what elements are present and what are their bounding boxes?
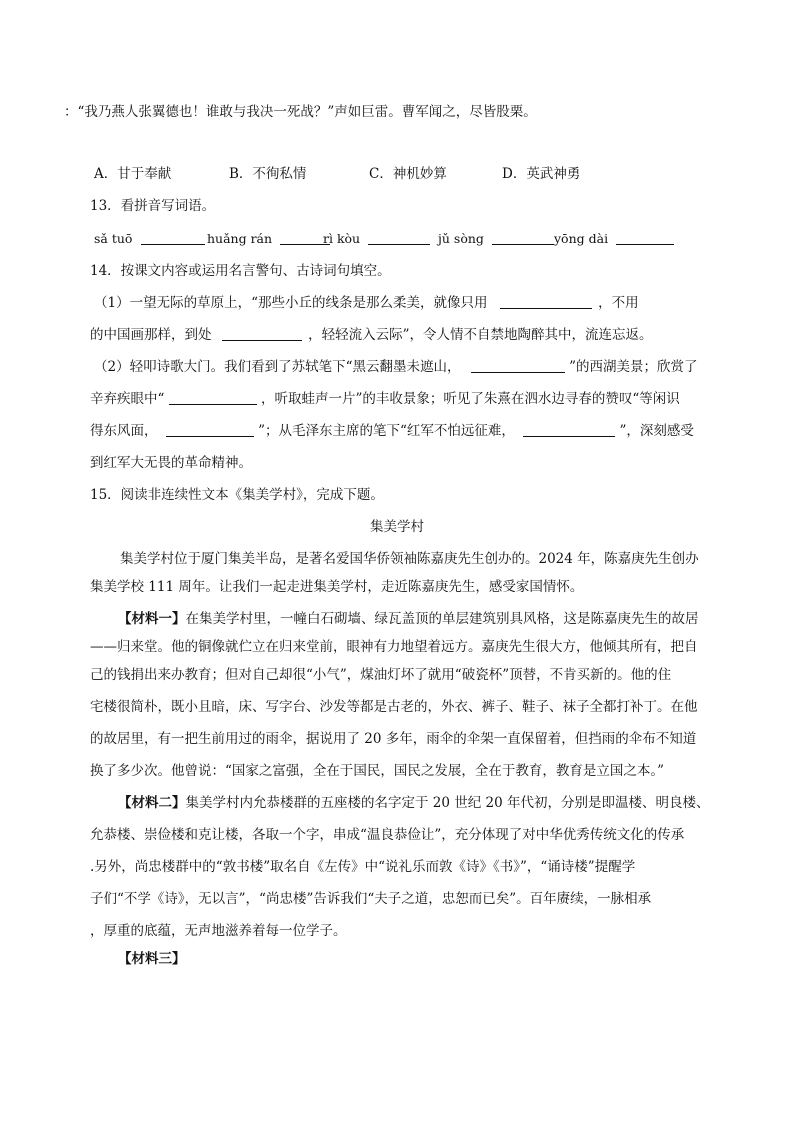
material-1-line-4: 宅楼很简朴，既小且暗，床、写字台、沙发等都是古老的，外衣、裤子、鞋子、袜子全都打补丁。在他 xyxy=(90,699,698,715)
passage-title: 集美学村 xyxy=(370,519,424,535)
material-2-line-1 xyxy=(118,794,710,812)
q14-p2-line2 xyxy=(90,390,680,408)
material-3-label: 【材料三】 xyxy=(118,951,186,967)
q12-option-d[interactable]: D．英武神勇 xyxy=(502,166,581,182)
material-2-line-3: .另外，尚忠楼群中的“敦书楼”取名自《左传》中“说礼乐而敦《诗》《书》”，“诵诗楼”提醒学 xyxy=(90,859,636,875)
answer-blank[interactable] xyxy=(368,230,430,245)
material-1-line-3: 己的钱捐出来办教育；但对自己却很“小气”，煤油灯坏了就用“破瓷杯”顶替，不肯买新的。他的住 xyxy=(90,667,672,683)
answer-blank[interactable] xyxy=(492,230,554,245)
pinyin-4-text: jǔ sòng xyxy=(438,231,484,246)
answer-blank[interactable] xyxy=(616,230,674,245)
q14-p1-line1 xyxy=(94,294,639,312)
material-2-line-4: 子们“不学《诗》，无以言”，“尚忠楼”告诉我们“夫子之道，忠恕而已矣”。百年赓续，一脉相承 xyxy=(90,891,652,907)
answer-blank[interactable] xyxy=(166,422,254,437)
q14-stem: 14．按课文内容或运用名言警句、古诗词句填空。 xyxy=(90,263,391,279)
pinyin-2 xyxy=(207,230,330,248)
pinyin-1 xyxy=(94,230,205,248)
material-1-line-6: 换了多少次。他曾说：“国家之富强，全在于国民，国民之发展，全在于教育，教育是立国之本。” xyxy=(90,763,665,779)
q14-p2-text-g: ”，深刻感受 xyxy=(619,423,694,439)
material-2-line-5: ，厚重的底蕴，无声地滋养着每一位学子。 xyxy=(90,923,347,939)
q12-option-a[interactable]: A．甘于奉献 xyxy=(94,166,172,182)
q14-p2-text-d: ，听取蛙声一片”的丰收景象；听见了朱熹在泗水边寻春的赞叹“等闲识 xyxy=(261,391,680,407)
q12-option-c[interactable]: C．神机妙算 xyxy=(369,166,447,182)
pinyin-2-text: huǎng rán xyxy=(207,231,273,246)
answer-blank[interactable] xyxy=(222,326,302,341)
intro-line-1: 集美学村位于厦门集美半岛，是著名爱国华侨领袖陈嘉庚先生创办的。2024 年，陈嘉庚先生创办 xyxy=(120,551,699,567)
material-2-text: 集美学村内允恭楼群的五座楼的名字定于 20 世纪 20 年代初，分别是即温楼、明良楼、 xyxy=(185,795,710,811)
q14-p2-text-c: 辛弃疾眼中“ xyxy=(90,391,165,407)
q14-p1-line2 xyxy=(90,326,653,344)
q14-p1-text-c: 的中国画那样，到处 xyxy=(90,327,212,343)
answer-blank[interactable] xyxy=(169,390,257,405)
material-1-text: 在集美学村里，一幢白石砌墙、绿瓦盖顶的单层建筑别具风格，这是陈嘉庚先生的故居 xyxy=(185,611,699,627)
q14-p2-line1 xyxy=(94,358,698,376)
q14-p2-text-f: ”；从毛泽东主席的笔下“红军不怕远征难， xyxy=(258,423,515,439)
q14-p1-text-a: （1）一望无际的草原上，“那些小丘的线条是那么柔美，就像只用 xyxy=(94,295,488,311)
answer-blank[interactable] xyxy=(471,358,565,373)
answer-blank[interactable] xyxy=(141,230,205,245)
q14-p2-line3 xyxy=(90,422,694,440)
q14-p2-text-a: （2）轻叩诗歌大门。我们看到了苏轼笔下“黑云翻墨未遮山， xyxy=(94,359,461,375)
intro-line-2: 集美学校 111 周年。让我们一起走进集美学村，走近陈嘉庚先生，感受家国情怀。 xyxy=(90,579,584,595)
q15-stem: 15．阅读非连续性文本《集美学村》，完成下题。 xyxy=(90,487,384,503)
pinyin-5-text: yōng dài xyxy=(554,231,609,246)
material-1-line-2: ——归来堂。他的铜像就伫立在归来堂前，眼神有力地望着远方。嘉庚先生很大方，他倾其所有，把自 xyxy=(90,639,698,655)
material-2-line-2: 允恭楼、崇俭楼和克让楼，各取一个字，串成“温良恭俭让”，充分体现了对中华优秀传统文化的传承 xyxy=(90,827,685,843)
pinyin-5 xyxy=(554,230,674,248)
pinyin-3 xyxy=(323,230,430,248)
q14-p2-text-b: ”的西湖美景；欣赏了 xyxy=(569,359,698,375)
q14-p1-text-b: ，不用 xyxy=(598,295,639,311)
q14-p2-text-e: 得东风面， xyxy=(90,423,158,439)
material-2-label: 【材料二】 xyxy=(118,795,186,811)
q12-option-b[interactable]: B．不徇私情 xyxy=(229,166,307,182)
q14-p2-line4: 到红军大无畏的革命精神。 xyxy=(90,455,252,471)
answer-blank[interactable] xyxy=(500,294,592,309)
pinyin-3-text: rì kòu xyxy=(323,231,361,246)
q12-quote: ：“我乃燕人张翼德也！谁敢与我决一死战？”声如巨雷。曹军闻之，尽皆股栗。 xyxy=(64,104,537,120)
pinyin-1-text: sǎ tuō xyxy=(94,231,133,246)
material-1-line-1 xyxy=(118,610,699,628)
q14-p1-text-d: ，轻轻流入云际”，令人情不自禁地陶醉其中，流连忘返。 xyxy=(308,327,653,343)
answer-blank[interactable] xyxy=(523,422,615,437)
material-1-line-5: 的故居里，有一把生前用过的雨伞，据说用了 20 多年，雨伞的伞架一直保留着，但挡雨的伞布不知道 xyxy=(90,731,697,747)
pinyin-4 xyxy=(438,230,554,248)
q13-stem: 13．看拼音写词语。 xyxy=(90,198,216,214)
material-1-label: 【材料一】 xyxy=(118,611,186,627)
